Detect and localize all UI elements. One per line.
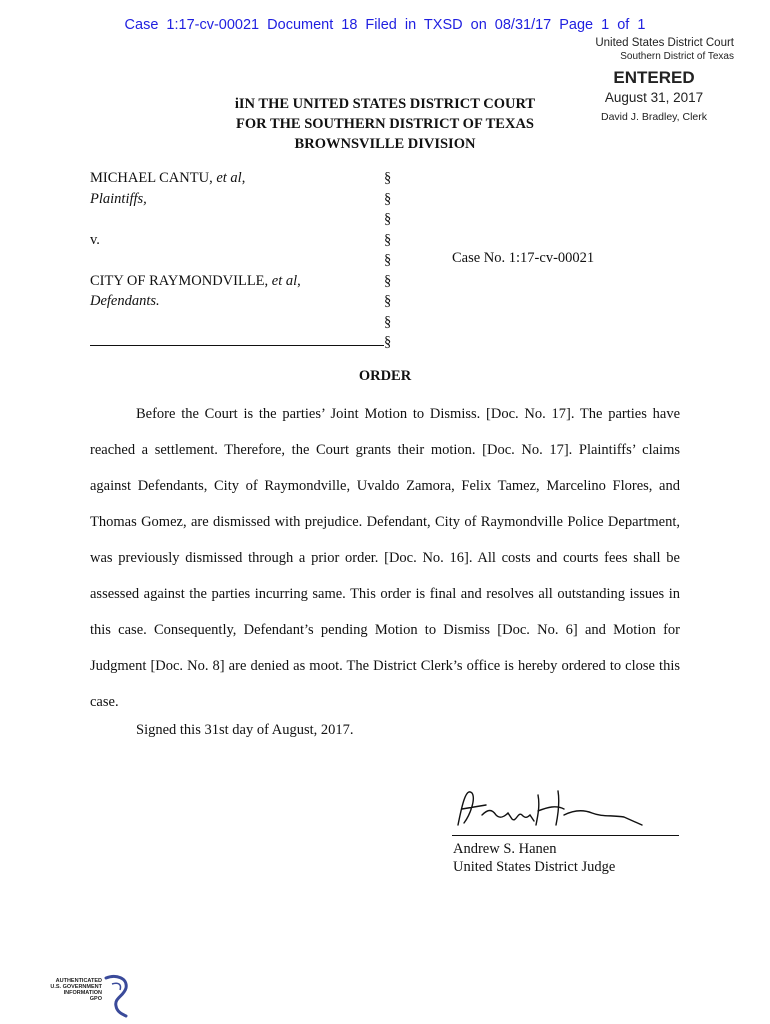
signature-line <box>452 835 679 836</box>
stamp-date: August 31, 2017 <box>604 90 704 105</box>
stamp-court: United States District Court <box>595 37 734 49</box>
order-body <box>90 396 680 720</box>
court-title-line3: BROWNSVILLE DIVISION <box>294 136 476 152</box>
section-mark: § <box>384 293 392 309</box>
section-mark: § <box>384 272 392 289</box>
plaintiff-name: MICHAEL CANTU, <box>90 170 217 186</box>
gpo-text-line4: GPO <box>89 996 102 1002</box>
section-mark: § <box>384 211 392 227</box>
case-caption <box>90 168 390 312</box>
eagle-icon <box>102 972 132 1018</box>
section-mark: § <box>384 190 392 207</box>
gpo-logo-text <box>40 978 102 1002</box>
caption-spacer <box>90 209 390 230</box>
gpo-text-line1: AUTHENTICATED <box>55 978 102 984</box>
defendant-line <box>90 271 390 292</box>
section-mark: § <box>384 231 392 248</box>
judge-name: Andrew S. Hanen <box>453 841 557 857</box>
court-title-line2: FOR THE SOUTHERN DISTRICT OF TEXAS <box>235 116 534 132</box>
gpo-authenticated-logo <box>40 970 140 1020</box>
gpo-text-line3: INFORMATION <box>63 990 102 996</box>
judge-signature <box>452 775 652 835</box>
section-mark: § <box>384 252 392 268</box>
section-mark: § <box>384 313 392 330</box>
defendant-comma: , <box>297 272 301 289</box>
caption-spacer <box>90 250 390 271</box>
plaintiff-role <box>90 189 390 210</box>
caption-divider <box>90 345 384 346</box>
judge-block <box>453 840 615 876</box>
stamp-district: Southern District of Texas <box>620 51 734 62</box>
court-title-line1: iIN THE UNITED STATES DISTRICT COURT <box>234 96 536 112</box>
versus: v. <box>90 231 100 248</box>
section-mark: § <box>384 334 392 350</box>
order-paragraph: Before the Court is the parties’ Joint Motion to Dismiss. [Doc. No. 17]. The parties have reached a settlement. Therefore, the Court grants their motion. [Doc. No. 17]. Plaintiffs’ claims against Defendants, City of Raymondville, Uvaldo Zamora, Felix Tamez, Marcelino Flores, and Thomas Gomez, are dismissed with prejudice. Defendant, City of Raymondville Police Department, was previously dismissed through a prior order. [Doc. No. 16]. All costs and courts fees shall be assessed against the parties incurring same. This order is final and resolves all outstanding issues in this case. Consequently, Defendant’s pending Motion to Dismiss [Doc. No. 6] and Motion for Judgment [Doc. No. 8] are denied as moot. The District Clerk’s office is hereby ordered to close this case. <box>90 406 680 710</box>
order-title: ORDER <box>358 368 412 384</box>
plaintiff-etal: et al <box>216 170 242 186</box>
section-marks <box>384 168 391 353</box>
signed-line: Signed this 31st day of August, 2017. <box>136 722 354 738</box>
court-title <box>200 94 570 154</box>
defendant-role <box>90 291 390 312</box>
plaintiff-line <box>90 168 390 189</box>
defendant-etal: et al <box>271 272 298 289</box>
plaintiff-role-text: Plaintiffs, <box>90 190 147 207</box>
case-header-line: Case 1:17-cv-00021 Document 18 Filed in TXSD on 08/31/17 Page 1 of 1 <box>124 17 646 33</box>
defendant-name: CITY OF RAYMONDVILLE, <box>90 272 272 289</box>
stamp-entered: ENTERED <box>613 68 695 87</box>
gpo-text-line2: U.S. GOVERNMENT <box>50 984 102 990</box>
section-mark: § <box>384 170 392 186</box>
plaintiff-comma: , <box>241 170 246 186</box>
case-number: Case No. 1:17-cv-00021 <box>452 250 595 266</box>
stamp-clerk: David J. Bradley, Clerk <box>600 111 707 123</box>
defendant-role-text: Defendants. <box>90 293 160 309</box>
judge-title: United States District Judge <box>453 859 616 875</box>
